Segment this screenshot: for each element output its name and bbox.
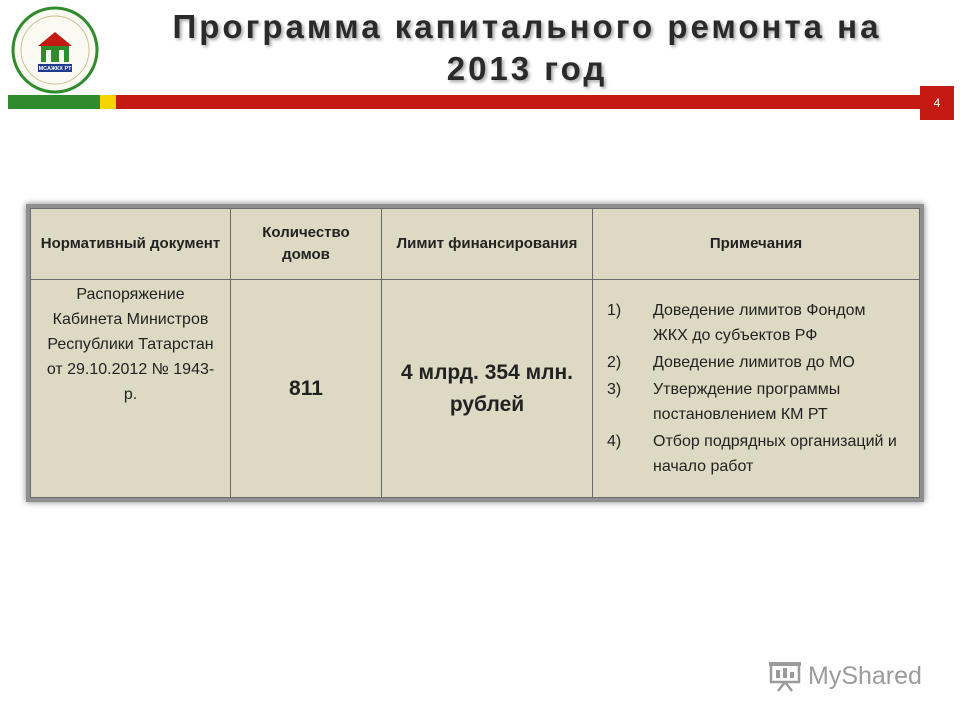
stripe-red bbox=[116, 95, 920, 109]
note-number: 1) bbox=[607, 302, 622, 319]
header-stripe bbox=[8, 95, 920, 109]
cell-document: Распоряжение Кабинета Министров Республики Татарстан от 29.10.2012 № 1943-р. bbox=[31, 280, 231, 498]
presentation-icon bbox=[768, 659, 802, 693]
title-line-2: 2013 год bbox=[446, 50, 608, 87]
note-text: Доведение лимитов Фондом ЖКХ до субъектов РФ bbox=[653, 302, 866, 344]
note-item bbox=[607, 350, 899, 375]
note-number: 3) bbox=[607, 381, 622, 398]
program-table bbox=[30, 208, 920, 498]
program-table-frame bbox=[26, 204, 924, 502]
title-line-1: Программа капитального ремонта на bbox=[172, 8, 882, 45]
header-document: Нормативный документ bbox=[31, 209, 231, 280]
table-row bbox=[31, 280, 920, 498]
note-number: 4) bbox=[607, 433, 622, 450]
header-notes: Примечания bbox=[593, 209, 920, 280]
note-text: Утверждение программы постановлением КМ РТ bbox=[653, 381, 841, 423]
cell-count: 811 bbox=[231, 280, 382, 498]
stripe-green bbox=[8, 95, 100, 109]
ministry-logo bbox=[8, 6, 102, 94]
note-item bbox=[607, 377, 899, 427]
logo-text: МСАЖКХ РТ bbox=[38, 66, 72, 72]
stripe-yellow bbox=[100, 95, 116, 109]
page-number: 4 bbox=[920, 86, 954, 120]
cell-notes bbox=[593, 280, 920, 498]
note-text: Доведение лимитов до МО bbox=[653, 354, 855, 371]
table-header-row bbox=[31, 209, 920, 280]
header-count: Количество домов bbox=[231, 209, 382, 280]
note-item bbox=[607, 298, 899, 348]
header-limit: Лимит финансирования bbox=[382, 209, 593, 280]
note-text: Отбор подрядных организаций и начало работ bbox=[653, 433, 897, 475]
cell-limit: 4 млрд. 354 млн. рублей bbox=[382, 280, 593, 498]
watermark bbox=[768, 656, 922, 696]
note-number: 2) bbox=[607, 354, 622, 371]
watermark-text: MyShared bbox=[808, 661, 922, 690]
slide-title bbox=[112, 6, 942, 90]
note-item bbox=[607, 429, 899, 479]
